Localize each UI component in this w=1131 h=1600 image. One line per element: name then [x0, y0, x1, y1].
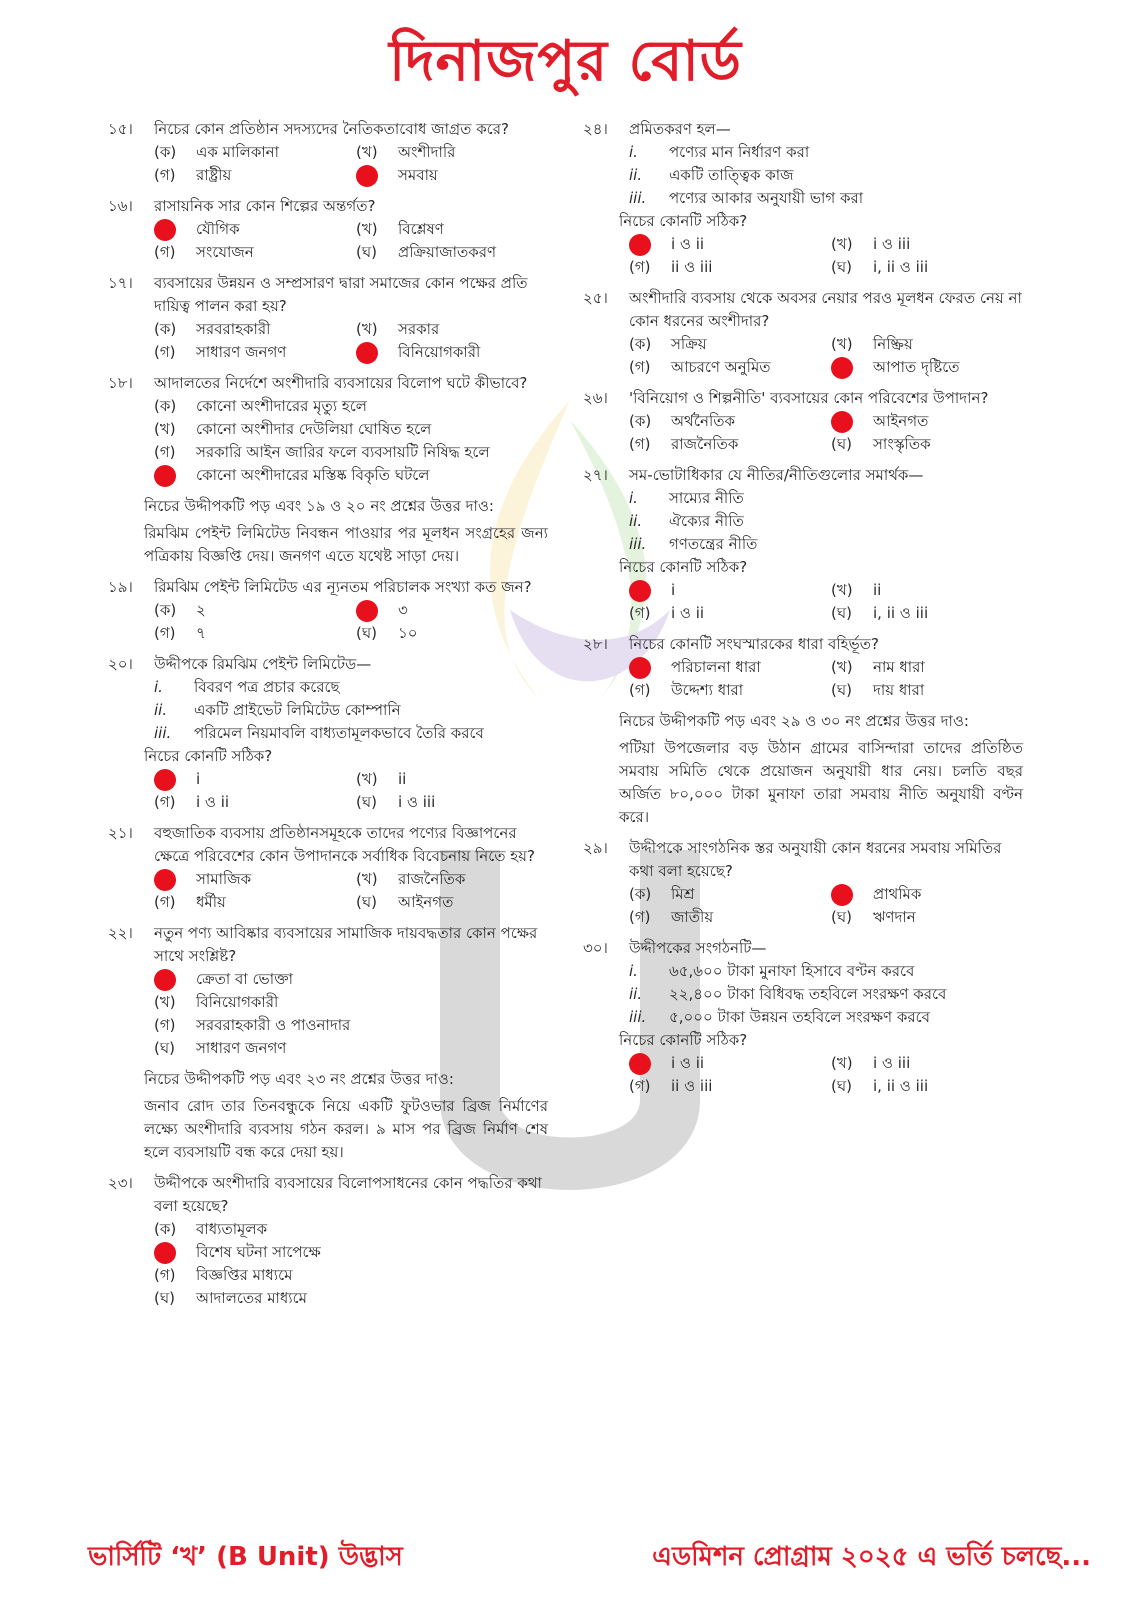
option-a-marked[interactable]: ক্রেতা বা ভোক্তা [154, 968, 548, 991]
question-number: ২৯। [583, 839, 608, 857]
answer-mark-icon [154, 869, 176, 891]
question-number: ১৬। [108, 197, 133, 215]
option-c[interactable]: (গ) রাজনৈতিক [629, 435, 739, 453]
option-a[interactable]: (ক) বাধ্যতামূলক [154, 1220, 268, 1238]
answer-mark-icon [831, 884, 853, 906]
option-b[interactable]: (খ) কোনো অংশীদার দেউলিয়া ঘোষিত হলে [154, 420, 432, 438]
option-d[interactable]: (ঘ) প্রক্রিয়াজাতকরণ [356, 243, 497, 261]
option-a-marked[interactable]: সামাজিক [154, 868, 346, 891]
option-a[interactable]: (ক) কোনো অংশীদারের মৃত্যু হলে [154, 397, 367, 415]
option-d[interactable]: (ঘ) i, ii ও iii [831, 604, 929, 622]
option-d-marked[interactable]: সমবায় [356, 164, 548, 187]
option-d[interactable]: (ঘ) সাংস্কৃতিক [831, 435, 931, 453]
question-24 [583, 118, 1023, 279]
option-b-marked[interactable]: প্রাথমিক [831, 883, 1023, 906]
page-title: দিনাজপুর বোর্ড [389, 29, 742, 94]
answer-mark-icon [629, 1053, 651, 1075]
stimulus-passage: জনাব রোদ তার তিনবন্ধুকে নিয়ে একটি ফুটওভার ব্রিজ নির্মাণের লক্ষ্যে অংশীদারি ব্যবসায় গঠন করল। ৯ মাস পর ব্রিজ নির্মাণ শেষ হলে ব্যবসায়টি বন্ধ করে দেয়া হয়। [144, 1097, 548, 1161]
question-number: ৩০। [583, 939, 608, 957]
answer-mark-icon [629, 580, 651, 602]
question-16 [108, 195, 548, 264]
option-c[interactable]: (গ) ৭ [154, 624, 206, 642]
option-d[interactable]: (ঘ) i, ii ও iii [831, 1077, 929, 1095]
option-c[interactable]: (গ) বিজ্ঞপ্তির মাধ্যমে [154, 1266, 293, 1284]
statement: i. পণ্যের মান নির্ধারণ করা [629, 143, 810, 161]
option-b[interactable]: (খ) বিনিয়োগকারী [154, 993, 279, 1011]
stimulus-passage: রিমঝিম পেইন্ট লিমিটেড নিবন্ধন পাওয়ার পর মূলধন সংগ্রহের জন্য পত্রিকায় বিজ্ঞপ্তি দেয়। জনগণ এতে যথেষ্ট সাড়া দেয়। [144, 524, 548, 565]
statement: ii. ঐক্যের নীতি [629, 512, 744, 530]
statement: iii. পরিমেল নিয়মাবলি বাধ্যতামূলকভাবে তৈরি করবে [154, 724, 484, 742]
question-number: ১৯। [108, 578, 133, 596]
statement: ii. একটি তাত্ত্বিক কাজ [629, 166, 794, 184]
question-text: নতুন পণ্য আবিষ্কার ব্যবসায়ের সামাজিক দায়বদ্ধতার কোন পক্ষের সাথে সংশ্লিষ্ট? [154, 924, 538, 965]
question-text: প্রমিতকরণ হল— [629, 120, 731, 138]
option-b[interactable]: (খ) সরকার [356, 320, 440, 338]
option-a-marked[interactable]: i [629, 579, 821, 602]
question-22 [108, 922, 548, 1060]
answer-mark-icon [629, 657, 651, 679]
option-a[interactable]: (ক) এক মালিকানা [154, 143, 279, 161]
question-20 [108, 653, 548, 814]
option-a[interactable]: (ক) সরবরাহকারী [154, 320, 271, 338]
option-a-marked[interactable]: যৌগিক [154, 218, 346, 241]
option-b[interactable]: (খ) নিষ্ক্রিয় [831, 335, 913, 353]
question-number: ২৮। [583, 635, 608, 653]
answer-mark-icon [154, 465, 176, 487]
ask-text: নিচের কোনটি সঠিক? [619, 1031, 748, 1049]
question-number: ২৫। [583, 289, 608, 307]
option-b-marked[interactable]: ৩ [356, 599, 548, 622]
answer-mark-icon [154, 769, 176, 791]
option-b-marked[interactable]: আইনগত [831, 410, 1023, 433]
stimulus-passage: পটিয়া উপজেলার বড় উঠান গ্রামের বাসিন্দারা তাদের প্রতিষ্ঠিত সমবায় সমিতি থেকে প্রয়োজন অনুযায়ী ধার নেয়। চলতি বছর অর্জিত ৮০,০০০ টাকা মুনাফা তারা সমবায় নীতি অনুযায়ী বণ্টন করে। [619, 739, 1023, 826]
question-number: ২৬। [583, 389, 608, 407]
option-c[interactable]: (গ) রাষ্ট্রীয় [154, 166, 232, 184]
question-27 [583, 464, 1023, 625]
option-d[interactable]: (ঘ) ঋণদান [831, 908, 916, 926]
answer-mark-icon [831, 411, 853, 433]
option-c[interactable]: (গ) জাতীয় [629, 908, 714, 926]
ask-text: নিচের কোনটি সঠিক? [144, 747, 273, 765]
question-number: ২১। [108, 824, 133, 842]
question-25 [583, 287, 1023, 379]
question-number: ২৪। [583, 120, 608, 138]
question-number: ১৭। [108, 274, 133, 292]
question-17 [108, 272, 548, 364]
question-30 [583, 937, 1023, 1098]
option-d[interactable]: (ঘ) আদালতের মাধ্যমে [154, 1289, 307, 1307]
question-text: বহুজাতিক ব্যবসায় প্রতিষ্ঠানসমূহকে তাদের পণ্যের বিজ্ঞাপনের ক্ষেত্রে পরিবেশের কোন উপাদানকে সর্বাধিক বিবেচনায় নিতে হয়? [154, 824, 535, 865]
question-text: নিচের কোনটি সংঘস্মারকের ধারা বহির্ভূত? [629, 635, 879, 653]
option-d-marked[interactable]: কোনো অংশীদারের মস্তিষ্ক বিকৃতি ঘটলে [154, 464, 548, 487]
option-d-marked[interactable]: আপাত দৃষ্টিতে [831, 356, 1023, 379]
ask-text: নিচের কোনটি সঠিক? [619, 212, 748, 230]
question-text: উদ্দীপকের সংগঠনটি— [629, 939, 767, 957]
option-a[interactable]: (ক) ২ [154, 601, 206, 619]
option-c[interactable]: (গ) ধর্মীয় [154, 893, 226, 911]
question-18 [108, 372, 548, 487]
option-b[interactable]: (খ) অংশীদারি [356, 143, 456, 161]
option-d[interactable]: (ঘ) সাধারণ জনগণ [154, 1039, 287, 1057]
footer-brand: ভার্সিটি ‘খ’ (B Unit) উদ্ভাস [88, 1542, 403, 1572]
option-a-marked[interactable]: পরিচালনা ধারা [629, 656, 821, 679]
option-c[interactable]: (গ) সংযোজন [154, 243, 254, 261]
question-text: উদ্দীপকে অংশীদারি ব্যবসায়ের বিলোপসাধনের কোন পদ্ধতির কথা বলা হয়েছে? [154, 1174, 542, 1215]
question-text: নিচের কোন প্রতিষ্ঠান সদস্যদের নৈতিকতাবোধ জাগ্রত করে? [154, 120, 509, 138]
option-c[interactable]: (গ) আচরণে অনুমিত [629, 358, 771, 376]
right-column [583, 118, 1023, 1106]
statement: i. সাম্যের নীতি [629, 489, 744, 507]
question-text: সম-ভোটাধিকার যে নীতির/নীতিগুলোর সমার্থক— [629, 466, 924, 484]
option-c[interactable]: (গ) i ও ii [629, 604, 705, 622]
option-d[interactable]: (ঘ) ১০ [356, 624, 418, 642]
left-column [108, 118, 548, 1318]
statement: iii. ৫,০০০ টাকা উন্নয়ন তহবিলে সংরক্ষণ করবে [629, 1008, 930, 1026]
option-d[interactable]: (ঘ) i, ii ও iii [831, 258, 929, 276]
question-number: ২৭। [583, 466, 608, 484]
answer-mark-icon [154, 969, 176, 991]
stimulus-prompt: নিচের উদ্দীপকটি পড় এবং ২৩ নং প্রশ্নের উত্তর দাও: [144, 1070, 454, 1088]
option-d-marked[interactable]: বিনিয়োগকারী [356, 341, 548, 364]
option-b[interactable]: (খ) বিশ্লেষণ [356, 220, 444, 238]
option-c[interactable]: (গ) উদ্দেশ্য ধারা [629, 681, 744, 699]
ask-text: নিচের কোনটি সঠিক? [619, 558, 748, 576]
question-text: ব্যবসায়ের উন্নয়ন ও সম্প্রসারণ দ্বারা সমাজের কোন পক্ষের প্রতি দায়িত্ব পালন করা হয়? [154, 274, 528, 315]
option-d[interactable]: (ঘ) i ও iii [356, 793, 436, 811]
option-a[interactable]: (ক) অর্থনৈতিক [629, 412, 735, 430]
question-15 [108, 118, 548, 187]
option-c[interactable]: (গ) সরবরাহকারী ও পাওনাদার [154, 1016, 351, 1034]
option-c[interactable]: (গ) i ও ii [154, 793, 230, 811]
statement: iii. গণতন্ত্রের নীতি [629, 535, 758, 553]
stimulus-prompt: নিচের উদ্দীপকটি পড় এবং ১৯ ও ২০ নং প্রশ্নের উত্তর দাও: [144, 497, 494, 515]
option-a-marked[interactable]: i ও ii [629, 233, 821, 256]
question-23 [108, 1172, 548, 1310]
statement: i. বিবরণ পত্র প্রচার করেছে [154, 678, 340, 696]
question-26 [583, 387, 1023, 456]
option-c[interactable]: (গ) সরকারি আইন জারির ফলে ব্যবসায়টি নিষিদ্ধ হলে [154, 443, 490, 461]
statement: ii. একটি প্রাইভেট লিমিটেড কোম্পানি [154, 701, 401, 719]
option-c[interactable]: (গ) ii ও iii [629, 1077, 713, 1095]
option-a[interactable]: (ক) সক্রিয় [629, 335, 707, 353]
question-number: ২০। [108, 655, 133, 673]
question-text: উদ্দীপকে রিমঝিম পেইন্ট লিমিটেড— [154, 655, 372, 673]
question-29 [583, 837, 1023, 929]
question-text: আদালতের নির্দেশে অংশীদারি ব্যবসায়ের বিলোপ ঘটে কীভাবে? [154, 374, 528, 392]
question-number: ২২। [108, 924, 133, 942]
option-b[interactable]: (খ) i ও iii [831, 235, 911, 253]
question-number: ১৮। [108, 374, 133, 392]
statement: iii. পণ্যের আকার অনুযায়ী ভাগ করা [629, 189, 864, 207]
question-text: 'বিনিয়োগ ও শিল্পনীতি' ব্যবসায়ের কোন পরিবেশের উপাদান? [629, 389, 989, 407]
statement: i. ৬৫,৬০০ টাকা মুনাফা হিসাবে বণ্টন করবে [629, 962, 915, 980]
stimulus-prompt: নিচের উদ্দীপকটি পড় এবং ২৯ ও ৩০ নং প্রশ্নের উত্তর দাও: [619, 712, 969, 730]
option-c[interactable]: (গ) ii ও iii [629, 258, 713, 276]
option-d[interactable]: (ঘ) আইনগত [356, 893, 454, 911]
option-b[interactable]: (খ) i ও iii [831, 1054, 911, 1072]
option-b[interactable]: (খ) ii [831, 581, 882, 599]
option-c[interactable]: (গ) সাধারণ জনগণ [154, 343, 287, 361]
question-text: রিমঝিম পেইন্ট লিমিটেড এর ন্যূনতম পরিচালক সংখ্যা কত জন? [154, 578, 532, 596]
option-b[interactable]: (খ) ii [356, 770, 407, 788]
answer-mark-icon [831, 357, 853, 379]
answer-mark-icon [154, 1242, 176, 1264]
statement: ii. ২২,৪০০ টাকা বিধিবদ্ধ তহবিলে সংরক্ষণ করবে [629, 985, 947, 1003]
answer-mark-icon [356, 342, 378, 364]
option-b[interactable]: (খ) নাম ধারা [831, 658, 925, 676]
answer-mark-icon [356, 600, 378, 622]
answer-mark-icon [629, 234, 651, 256]
option-d[interactable]: (ঘ) দায় ধারা [831, 681, 925, 699]
option-a-marked[interactable]: i [154, 768, 346, 791]
option-b[interactable]: (খ) রাজনৈতিক [356, 870, 466, 888]
question-text: রাসায়নিক সার কোন শিল্পের অন্তর্গত? [154, 197, 376, 215]
question-28 [583, 633, 1023, 702]
option-a-marked[interactable]: i ও ii [629, 1052, 821, 1075]
question-text: উদ্দীপকে সাংগঠনিক স্তর অনুযায়ী কোন ধরনের সমবায় সমিতির কথা বলা হয়েছে? [629, 839, 1002, 880]
footer-admission-notice: এডমিশন প্রোগ্রাম ২০২৫ এ ভর্তি চলছে... [652, 1542, 1091, 1572]
question-19 [108, 576, 548, 645]
answer-mark-icon [356, 165, 378, 187]
question-number: ১৫। [108, 120, 133, 138]
answer-mark-icon [154, 219, 176, 241]
option-a[interactable]: (ক) মিশ্র [629, 885, 695, 903]
question-text: অংশীদারি ব্যবসায় থেকে অবসর নেয়ার পরও মূলধন ফেরত নেয় না কোন ধরনের অংশীদার? [629, 289, 1022, 330]
option-b-marked[interactable]: বিশেষ ঘটনা সাপেক্ষে [154, 1241, 548, 1264]
question-number: ২৩। [108, 1174, 133, 1192]
question-21 [108, 822, 548, 914]
